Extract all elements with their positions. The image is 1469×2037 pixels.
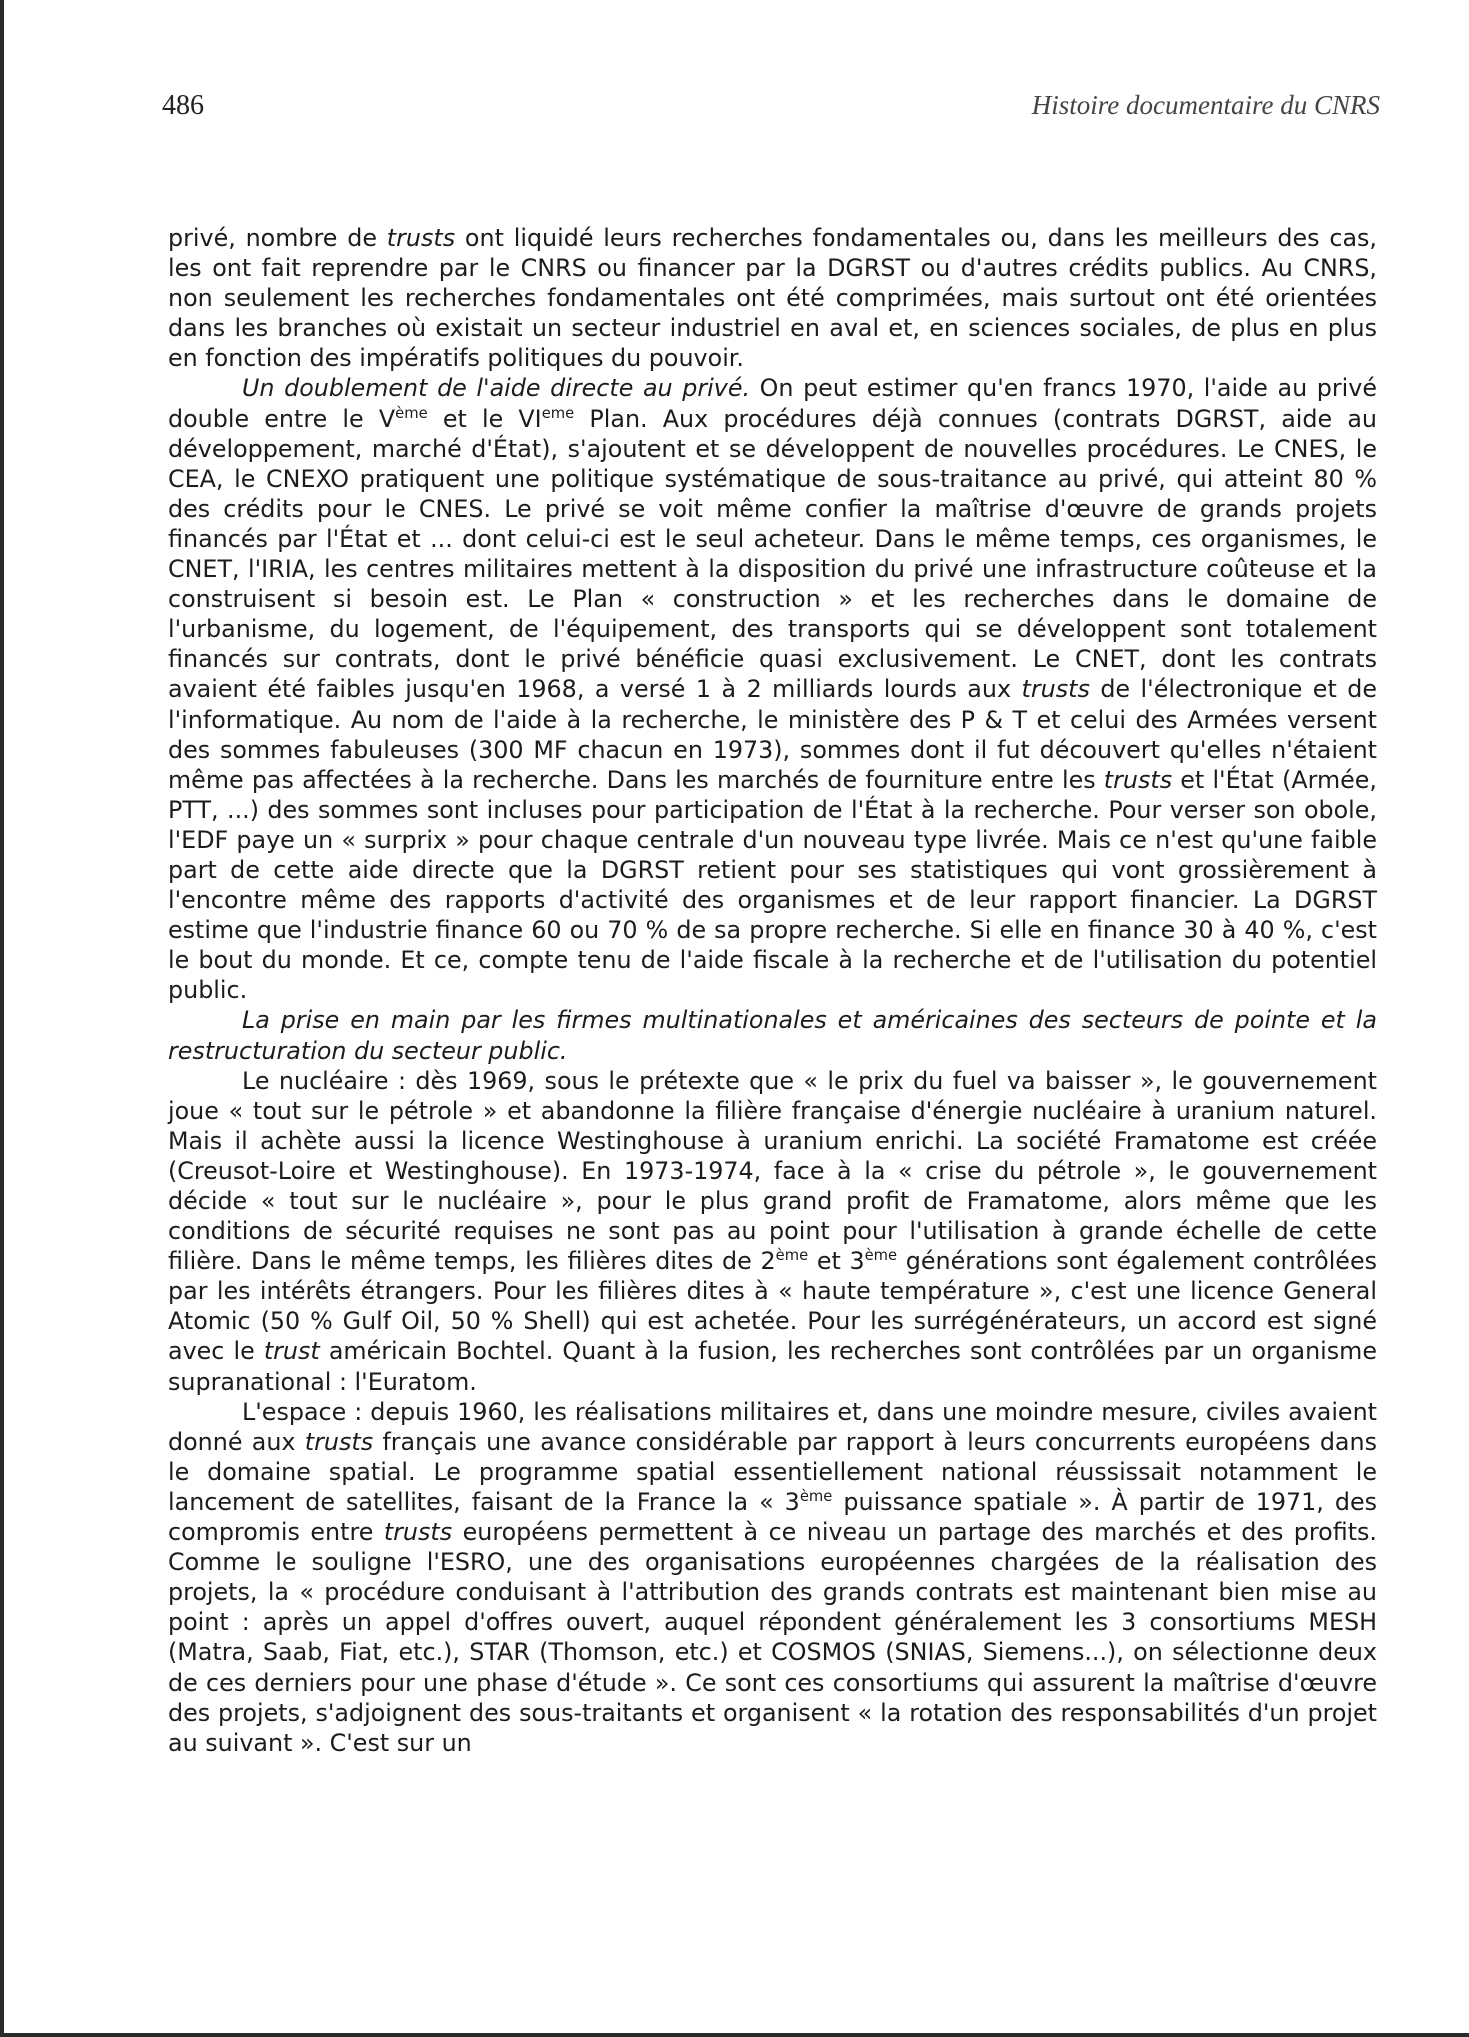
text-run: L'espace : depuis 1960, les réalisations militaires et, dans une moindre mesure, civiles avaient donné aux <box>168 1397 1377 1456</box>
text-run: puissance spatiale ». À partir de 1971, des compromis entre <box>168 1487 1377 1547</box>
text-run-italic: trust <box>263 1337 320 1366</box>
paragraph-espace <box>168 1397 1377 1758</box>
scan-edge-bottom <box>0 2033 1469 2037</box>
text-run: et 3 <box>808 1247 865 1276</box>
text-run: de l'électronique et de l'informatique. Au nom de l'aide à la recherche, le ministère des P & T et celui des Armées versent des sommes fabuleuses (300 MF chacun en 1973), sommes dont il fut découvert qu'elles n'étaient même pas affectées à la recherche. Dans les marchés de fourniture entre les <box>168 675 1377 794</box>
section-heading: Un doublement de l'aide directe au privé. <box>242 374 751 403</box>
text-run: Le nucléaire : dès 1969, sous le prétexte que « le prix du fuel va baisser », le gouvernement joue « tout sur le pétrole » et abandonne la filière française d'énergie nucléaire à uranium naturel. Mais il achète aussi la licence Westinghouse à uranium enrichi. La société Framatome est créée (Creusot-Loire et Westinghouse). En 1973-1974, face à la « crise du pétrole », le gouvernement décide « tout sur le nucléaire », pour le plus grand profit de Framatome, alors même que les conditions de sécurité requises ne sont pas au point pour l'utilisation à grande échelle de cette filière. Dans le même temps, les filières dites de 2 <box>168 1066 1377 1276</box>
superscript: ème <box>799 1488 833 1506</box>
superscript: ème <box>864 1247 898 1265</box>
paragraph-1 <box>168 223 1377 373</box>
running-title: Histoire documentaire du CNRS <box>1031 90 1380 120</box>
superscript: eme <box>541 404 575 422</box>
text-run: américain Bochtel. Quant à la fusion, les recherches sont contrôlées par un organisme supranational : l'Euratom. <box>168 1337 1377 1396</box>
text-run: français une avance considérable par rapport à leurs concurrents européens dans le domaine spatial. Le programme spatial essentiellement national réussissait notamment le lancement de satellites, faisant de la France la « 3 <box>168 1427 1377 1516</box>
text-run: Plan. Aux procédures déjà connues (contrats DGRST, aide au développement, marché d'État), s'ajoutent et se développent de nouvelles procédures. Le CNES, le CEA, le CNEXO pratiquent une politique systématique de sous-traitance au privé, qui atteint 80 % des crédits pour le CNES. Le privé se voit même confier la maîtrise d'œuvre de grands projets financés par l'État et ... dont celui-ci est le seul acheteur. Dans le même temps, ces organismes, le CNET, l'IRIA, les centres militaires mettent à la disposition du privé une infrastructure coûteuse et la construisent si besoin est. Le Plan « construction » et les recherches dans le domaine de l'urbanisme, du logement, de l'équipement, des transports qui se développent sont totalement financés sur contrats, dont le privé bénéficie quasi exclusivement. Le CNET, dont les contrats avaient été faibles jusqu'en 1968, a versé 1 à 2 milliards lourds aux <box>168 404 1377 704</box>
paragraph-prise-en-main <box>168 1005 1377 1065</box>
text-run: générations sont également contrôlées par les intérêts étrangers. Pour les filières dites à « haute température », c'est une licence General Atomic (50 % Gulf Oil, 50 % Shell) qui est achetée. Pour les surrégénérateurs, un accord est signé avec le <box>168 1247 1377 1366</box>
text-run: ont liquidé leurs recherches fondamentales ou, dans les meilleurs des cas, les ont fait reprendre par le CNRS ou financer par la DGRST ou d'autres crédits publics. Au CNRS, non seulement les recherches fondamentales ont été comprimées, mais surtout ont été orientées dans les branches où existait un secteur industriel en aval et, en sciences sociales, de plus en plus en fonction des impératifs politiques du pouvoir. <box>168 224 1377 373</box>
section-heading: La prise en main par les firmes multinationales et américaines des secteurs de pointe et la restructuration du secteur public. <box>168 1006 1377 1065</box>
text-run: On peut estimer qu'en francs 1970, l'aide au privé double entre le V <box>168 374 1377 433</box>
text-run-italic: trusts <box>1103 765 1173 794</box>
text-run: européens permettent à ce niveau un partage des marchés et des profits. Comme le souligne l'ESRO, une des organisations européennes chargées de la réalisation des projets, la « procédure conduisant à l'attribution des grands contrats est maintenant bien mise au point : après un appel d'offres ouvert, auquel répondent généralement les 3 consortiums MESH (Matra, Saab, Fiat, etc.), STAR (Thomson, etc.) et COSMOS (SNIAS, Siemens...), on sélectionne deux de ces derniers pour une phase d'étude ». Ce sont ces consortiums qui assurent la maîtrise d'œuvre des projets, s'adjoignent des sous-traitants et organisent « la rotation des responsabilités d'un projet au suivant ». C'est sur un <box>168 1518 1377 1757</box>
text-run: et l'État (Armée, PTT, ...) des sommes sont incluses pour participation de l'État à la recherche. Pour verser son obole, l'EDF paye un « surprix » pour chaque centrale d'un nouveau type livrée. Mais ce n'est qu'une faible part de cette aide directe que la DGRST retient pour ses statistiques qui vont grossièrement à l'encontre même des rapports d'activité des organismes et de leur rapport financier. La DGRST estime que l'industrie finance 60 ou 70 % de sa propre recherche. Si elle en finance 30 à 40 %, c'est le bout du monde. Et ce, compte tenu de l'aide fiscale à la recherche et de l'utilisation du potentiel public. <box>168 765 1377 1005</box>
text-run-italic: trusts <box>304 1427 374 1456</box>
text-run: privé, nombre de <box>168 224 387 252</box>
running-head <box>162 90 1380 130</box>
body-text <box>168 223 1377 1758</box>
page-number: 486 <box>162 90 204 121</box>
superscript: ème <box>395 404 428 422</box>
superscript: ème <box>775 1247 809 1265</box>
text-run: et le VI <box>427 404 542 433</box>
paragraph-nucleaire <box>168 1066 1377 1397</box>
text-run-italic: trusts <box>383 1518 453 1547</box>
scan-edge-left <box>0 0 4 2037</box>
text-run-italic: trusts <box>1021 675 1090 704</box>
paragraph-aide-directe <box>168 373 1377 1005</box>
text-run-italic: trusts <box>386 224 456 252</box>
